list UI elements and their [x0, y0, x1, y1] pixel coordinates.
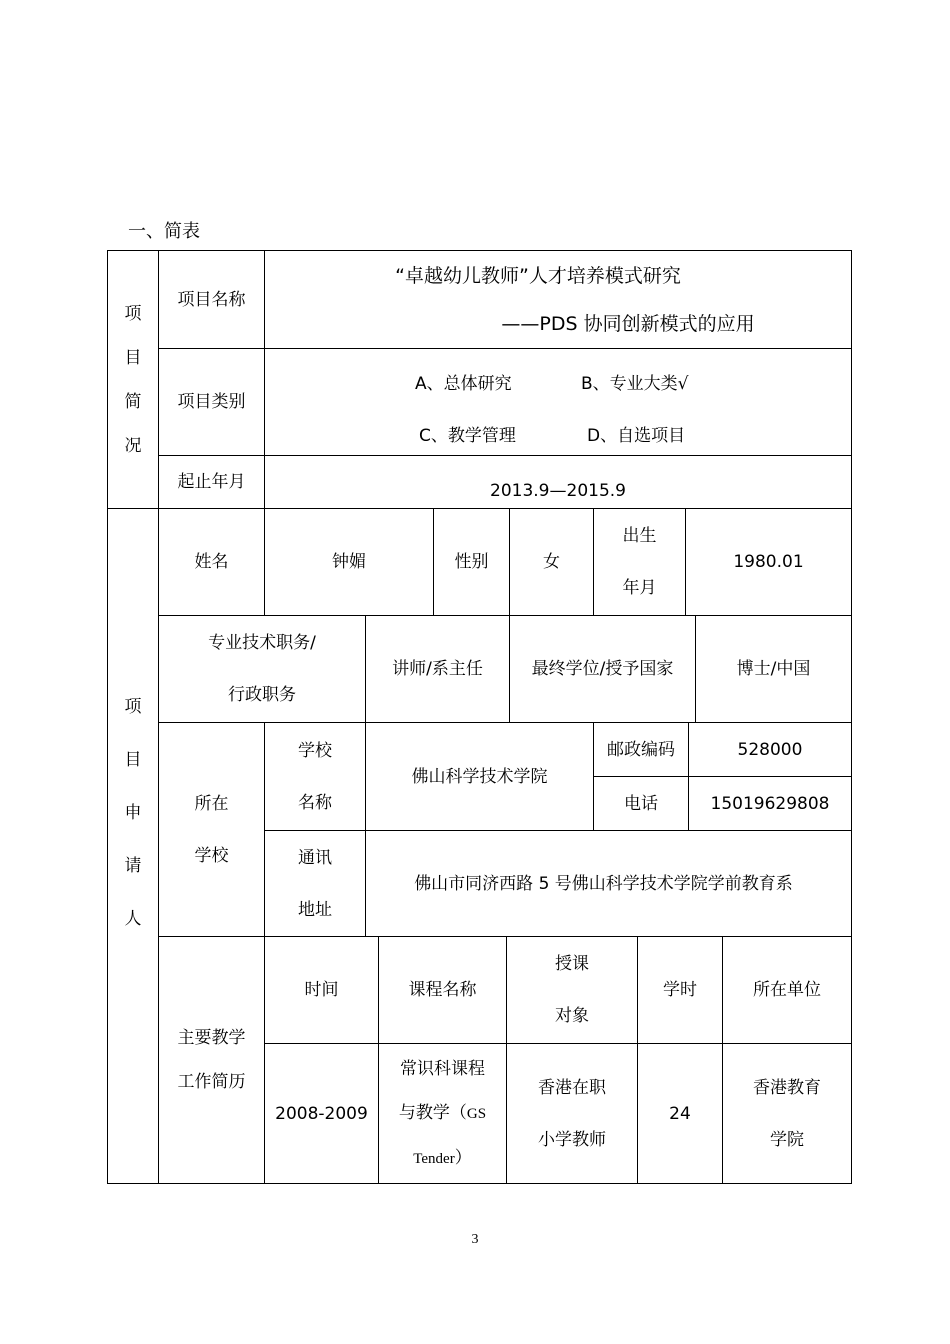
teaching-row-target: 香港在职 小学教师 [506, 1043, 637, 1184]
teaching-row-hours: 24 [637, 1043, 722, 1184]
teaching-header-course: 课程名称 [378, 936, 506, 1043]
category-option-c: C、教学管理 [419, 426, 516, 446]
birth-label: 出生 年月 [593, 508, 685, 615]
postcode-value: 528000 [688, 722, 852, 776]
category-option-b: B、专业大类√ [581, 374, 689, 394]
address-label: 通讯 地址 [264, 830, 365, 936]
birth-value: 1980.01 [685, 508, 852, 615]
school-name-value: 佛山科学技术学院 [365, 722, 593, 830]
phone-value: 15019629808 [688, 776, 852, 830]
teaching-row-unit: 香港教育 学院 [722, 1043, 852, 1184]
project-name-label: 项目名称 [158, 250, 264, 348]
category-option-d: D、自选项目 [587, 426, 686, 446]
degree-label: 最终学位/授予国家 [509, 615, 695, 722]
page-number: 3 [471, 1232, 479, 1247]
teaching-header-target: 授课 对象 [506, 936, 637, 1043]
project-category-value [264, 348, 852, 455]
project-name-value [264, 250, 852, 348]
school-name-label: 学校 名称 [264, 722, 365, 830]
gender-value: 女 [509, 508, 593, 615]
degree-value: 博士/中国 [695, 615, 852, 722]
applicant-group-label: 项 目 申 请 人 [107, 508, 158, 1184]
name-label: 姓名 [158, 508, 264, 615]
gender-label: 性别 [433, 508, 509, 615]
category-option-a: A、总体研究 [415, 374, 512, 394]
summary-table [107, 250, 852, 1184]
project-category-label: 项目类别 [158, 348, 264, 455]
section-title: 一、简表 [128, 221, 200, 242]
period-value: 2013.9—2015.9 [264, 455, 852, 508]
postcode-label: 邮政编码 [593, 722, 688, 776]
project-name-line1: “卓越幼儿教师”人才培养模式研究 [395, 264, 681, 287]
phone-label: 电话 [593, 776, 688, 830]
period-label: 起止年月 [158, 455, 264, 508]
teaching-row-time: 2008-2009 [264, 1043, 378, 1184]
title-value: 讲师/系主任 [365, 615, 509, 722]
name-value: 钟媚 [264, 508, 433, 615]
teaching-header-hours: 学时 [637, 936, 722, 1043]
teaching-label: 主要教学 工作简历 [158, 936, 264, 1184]
overview-group-label: 项 目 简 况 [107, 250, 158, 508]
teaching-row-course: 常识科课程 与教学（GS Tender） [378, 1043, 506, 1184]
title-label: 专业技术职务/ 行政职务 [158, 615, 365, 722]
address-value: 佛山市同济西路 5 号佛山科学技术学院学前教育系 [365, 830, 852, 936]
school-label: 所在 学校 [158, 722, 264, 936]
project-name-line2: ——PDS 协同创新模式的应用 [501, 312, 755, 335]
teaching-header-unit: 所在单位 [722, 936, 852, 1043]
teaching-header-time: 时间 [264, 936, 378, 1043]
